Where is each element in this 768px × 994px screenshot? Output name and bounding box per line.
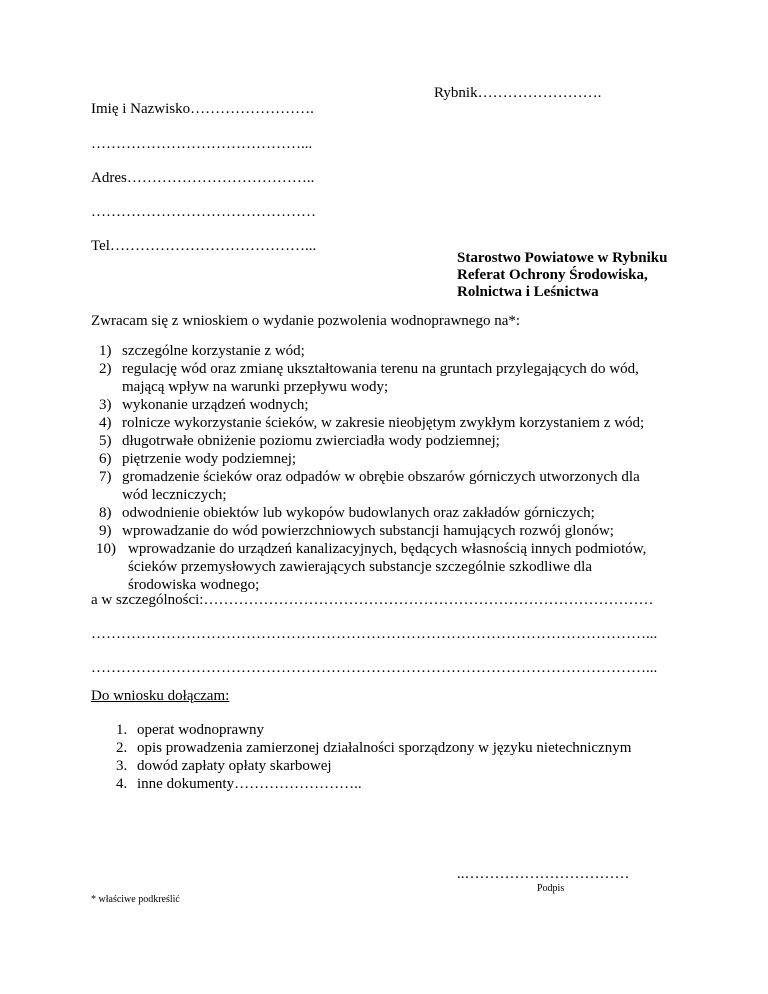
- signature-line: ..……………………………: [457, 866, 630, 882]
- particulars-line-3: …………………………………………………………………………………………………...: [91, 660, 658, 676]
- recipient-line-1: Starostwo Powiatowe w Rybniku: [457, 250, 668, 266]
- list-item-text: operat wodnoprawny: [137, 722, 265, 738]
- list-item-number: 1.: [116, 722, 128, 738]
- list-item-text: inne dokumenty……………………..: [137, 776, 362, 792]
- list-item-text-continuation: mającą wpływ na warunki przepływu wody;: [122, 379, 389, 395]
- list-item-text: regulację wód oraz zmianę ukształtowania terenu na gruntach przylegających do wód,: [122, 361, 639, 377]
- list-item-text-continuation: wód leczniczych;: [122, 487, 227, 503]
- list-item-number: 8): [99, 505, 112, 521]
- list-item: [99, 432, 646, 450]
- list-item: [99, 342, 646, 360]
- signature-label: Podpis: [537, 883, 565, 894]
- address-field-continuation: ………………………………………: [91, 204, 316, 220]
- name-field: Imię i Nazwisko…………………….: [91, 101, 314, 117]
- list-item-text: rolnicze wykorzystanie ścieków, w zakresie nieobjętym zwykłym korzystaniem z wód;: [122, 415, 645, 431]
- place-date-field: Rybnik…………………….: [434, 85, 602, 101]
- list-item: [99, 468, 646, 504]
- recipient-line-2: Referat Ochrony Środowiska,: [457, 267, 648, 283]
- list-item-number: 4.: [116, 776, 128, 792]
- list-item-text: odwodnienie obiektów lub wykopów budowlanych oraz zakładów górniczych;: [122, 505, 595, 521]
- list-item-number: 7): [99, 469, 112, 485]
- list-item: [99, 414, 646, 432]
- list-item: [116, 739, 631, 757]
- attachments-list: [116, 721, 631, 793]
- list-item-text: gromadzenie ścieków oraz odpadów w obrębie obszarów górniczych utworzonych dla: [122, 469, 640, 485]
- list-item: [99, 396, 646, 414]
- list-item-number: 6): [99, 451, 112, 467]
- list-item-text: wprowadzanie do urządzeń kanalizacyjnych, będących własnością innych podmiotów,: [128, 541, 647, 557]
- name-field-continuation: ……………………………………...: [91, 136, 313, 152]
- list-item-number: 1): [99, 343, 112, 359]
- particulars-line-2: …………………………………………………………………………………………………...: [91, 626, 658, 642]
- request-intro: Zwracam się z wnioskiem o wydanie pozwolenia wodnoprawnego na*:: [91, 313, 521, 329]
- list-item-number: 2): [99, 361, 112, 377]
- list-item: [99, 360, 646, 396]
- list-item: [116, 721, 631, 739]
- list-item-number: 3): [99, 397, 112, 413]
- list-item: [99, 450, 646, 468]
- list-item: [116, 775, 631, 793]
- list-item: [96, 540, 647, 594]
- list-item-number: 2.: [116, 740, 128, 756]
- list-item: [99, 522, 646, 540]
- list-item-number: 5): [99, 433, 112, 449]
- list-item-text: piętrzenie wody podziemnej;: [122, 451, 297, 467]
- particulars-field: a w szczególności:………………………………………………………………………………: [91, 592, 654, 608]
- list-item-text: opis prowadzenia zamierzonej działalności sporządzony w języku nietechnicznym: [137, 740, 632, 756]
- list-item-text: szczególne korzystanie z wód;: [122, 343, 305, 359]
- list-item-number: 3.: [116, 758, 128, 774]
- permit-type-list: [96, 342, 647, 594]
- list-item-number: 10): [96, 541, 116, 557]
- footnote: * właściwe podkreślić: [91, 894, 180, 905]
- list-item-text: wprowadzanie do wód powierzchniowych substancji hamujących rozwój glonów;: [122, 523, 614, 539]
- list-item-text: wykonanie urządzeń wodnych;: [122, 397, 309, 413]
- list-item-number: 9): [99, 523, 112, 539]
- list-item-text-continuation: środowiska wodnego;: [128, 577, 260, 593]
- address-field: Adres………………………………..: [91, 170, 315, 186]
- list-item-number: 4): [99, 415, 112, 431]
- list-item: [116, 757, 631, 775]
- list-item: [99, 504, 646, 522]
- recipient-line-3: Rolnictwa i Leśnictwa: [457, 284, 599, 300]
- list-item-text-continuation: ścieków przemysłowych zawierających substancje szczególnie szkodliwe dla: [128, 559, 592, 575]
- list-item-text: dowód zapłaty opłaty skarbowej: [137, 758, 332, 774]
- phone-field: Tel…………………………………...: [91, 238, 317, 254]
- attachments-heading: Do wniosku dołączam:: [91, 688, 230, 704]
- list-item-text: długotrwałe obniżenie poziomu zwierciadła wody podziemnej;: [122, 433, 500, 449]
